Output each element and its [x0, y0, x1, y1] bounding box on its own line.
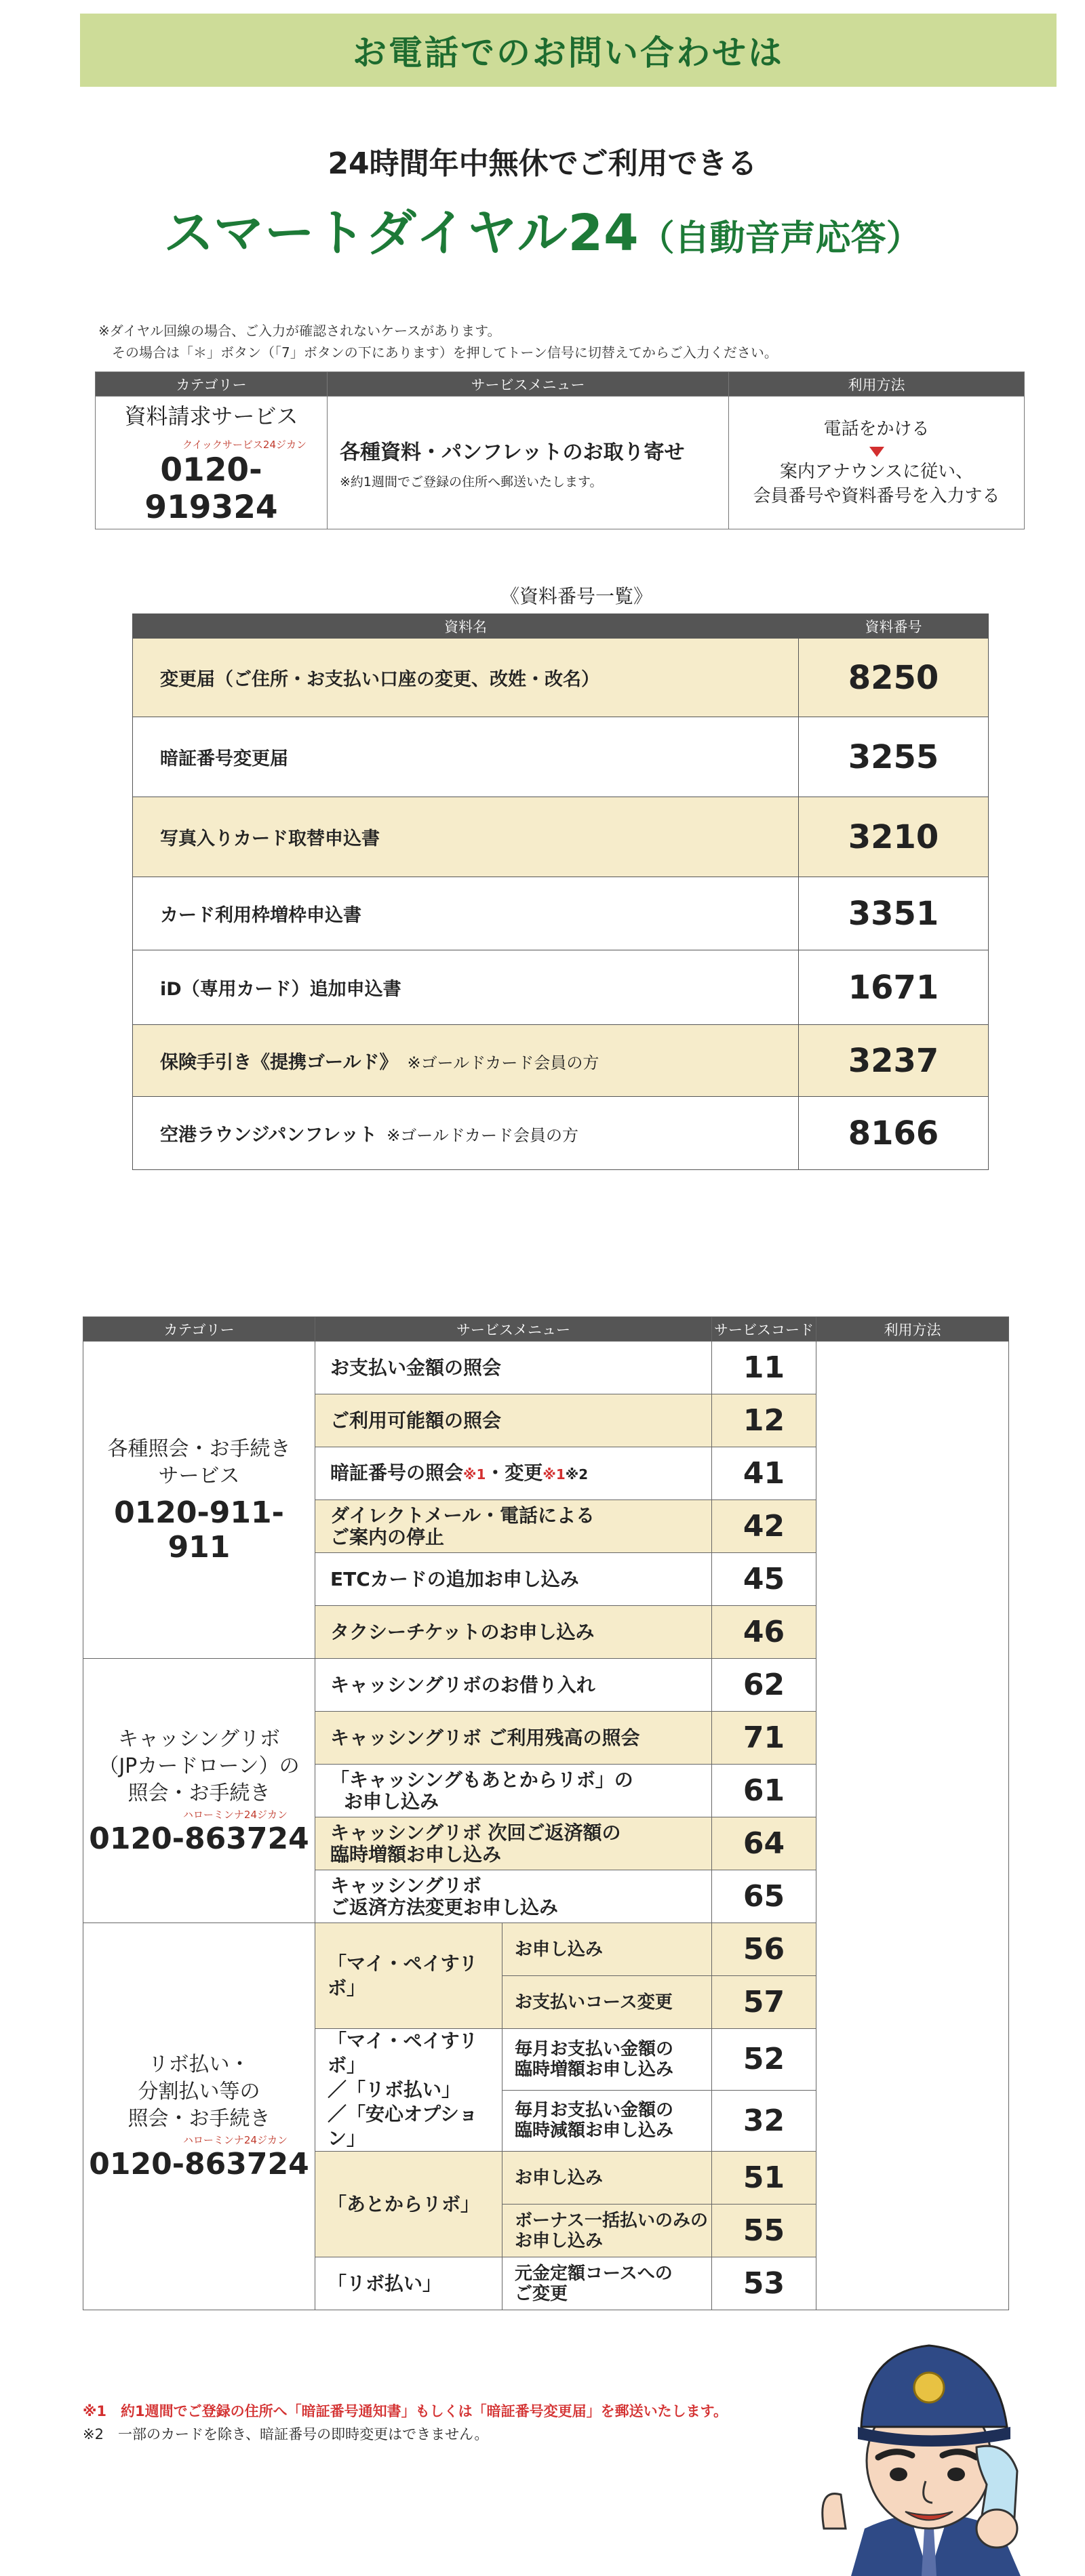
service-item: ダイレクトメール・電話による ご案内の停止 — [315, 1500, 712, 1553]
service-item: 元金定額コースへの ご変更 — [502, 2257, 712, 2310]
doc-name: 保険手引き《提携ゴールド》 ※ゴールドカード会員の方 — [133, 1025, 799, 1097]
phone-number[interactable]: 0120-919324 — [144, 451, 278, 526]
usage-cell — [729, 397, 1025, 529]
service-code: 53 — [712, 2257, 816, 2310]
service-code: 51 — [712, 2152, 816, 2205]
service-code: 11 — [712, 1342, 816, 1394]
category-cell — [96, 397, 328, 529]
header-usage: 利用方法 — [729, 372, 1025, 397]
service-code: 57 — [712, 1976, 816, 2029]
table-row — [133, 950, 989, 1025]
header-category: カテゴリー — [83, 1317, 315, 1342]
service-code: 41 — [712, 1447, 816, 1500]
service-item: ETCカードの追加お申し込み — [315, 1553, 712, 1606]
service-code: 56 — [712, 1923, 816, 1976]
footnote-1: ※1 約1週間でご登録の住所へ「暗証番号通知書」もしくは「暗証番号変更届」を郵送いたします。 — [83, 2403, 728, 2419]
menu-note: ※約1週間でご登録の住所へ郵送いたします。 — [340, 475, 603, 489]
doc-number: 3210 — [799, 797, 989, 877]
doc-number: 8166 — [799, 1097, 989, 1170]
service-item: お申し込み — [502, 2152, 712, 2205]
doc-name: 変更届（ご住所・お支払い口座の変更、改姓・改名） — [133, 639, 799, 717]
table-row — [83, 1342, 1009, 1394]
group1-phone[interactable]: 0120-911-911 — [114, 1495, 284, 1565]
banner-title: お電話でのお問い合わせは — [353, 33, 784, 73]
service-item: お支払い金額の照会 — [315, 1342, 712, 1394]
service-item: 毎月お支払い金額の 臨時減額お申し込み — [502, 2090, 712, 2152]
footnotes — [83, 2400, 728, 2446]
service-item: タクシーチケットのお申し込み — [315, 1606, 712, 1659]
note-line-1: ※ダイヤル回線の場合、ご入力が確認されないケースがあります。 — [98, 323, 501, 339]
service-item: ご利用可能額の照会 — [315, 1394, 712, 1447]
group2-category: キャッシングリボ （JPカードローン）の 照会・お手続き ハローミンナ24ジカン 0120-863724 — [83, 1659, 315, 1923]
doc-name: 暗証番号変更届 — [133, 717, 799, 797]
table-row — [133, 717, 989, 797]
sub-group-name: 「リボ払い」 — [315, 2257, 502, 2310]
service-code: 45 — [712, 1553, 816, 1606]
service-code: 52 — [712, 2029, 816, 2091]
group1-category: 各種照会・お手続き サービス 0120-911-911 — [83, 1342, 315, 1659]
police-officer-phone-illustration — [804, 2325, 1054, 2576]
document-list-title: 《資料番号一覧》 — [500, 585, 652, 607]
usage-column — [816, 1342, 1009, 2310]
group3-phone[interactable]: 0120-863724 — [89, 2147, 309, 2181]
doc-name: カード利用枠増枠申込書 — [133, 877, 799, 950]
table-row — [133, 639, 989, 717]
header-doc-number: 資料番号 — [799, 614, 989, 639]
group3-category: リボ払い・ 分割払い等の 照会・お手続き ハローミンナ24ジカン 0120-863724 — [83, 1923, 315, 2310]
sub-group-name: 「マイ・ペイすリボ」 ／「リボ払い」 ／「安心オプション」 — [315, 2029, 502, 2152]
service-item: キャッシングリボ ご利用残高の照会 — [315, 1712, 712, 1765]
doc-note: ※ゴールドカード会員の方 — [387, 1126, 579, 1145]
doc-number: 8250 — [799, 639, 989, 717]
service-code: 32 — [712, 2090, 816, 2152]
service-item: お支払いコース変更 — [502, 1976, 712, 2029]
doc-number: 3237 — [799, 1025, 989, 1097]
service-code-table — [83, 1316, 1009, 2310]
usage-step-1: 電話をかける — [823, 419, 930, 439]
sub-group-name: 「マイ・ペイすリボ」 — [315, 1923, 502, 2029]
service-item: お申し込み — [502, 1923, 712, 1976]
arrow-down-icon — [869, 447, 884, 457]
header-menu: サービスメニュー — [328, 372, 729, 397]
dial-notes — [98, 320, 778, 363]
service-item: キャッシングリボ ご返済方法変更お申し込み — [315, 1870, 712, 1923]
service-code: 55 — [712, 2205, 816, 2257]
document-number-table — [132, 613, 989, 1170]
intro-title — [0, 193, 1085, 265]
service-code: 12 — [712, 1394, 816, 1447]
note-line-2: その場合は「＊」ボタン（「7」ボタンの下にあります）を押してトーン信号に切替えてからご入力ください。 — [112, 344, 778, 361]
doc-name: 空港ラウンジパンフレット ※ゴールドカード会員の方 — [133, 1097, 799, 1170]
table-row — [133, 1025, 989, 1097]
menu-cell — [328, 397, 729, 529]
service-item: キャッシングリボのお借り入れ — [315, 1659, 712, 1712]
service-item: 「キャッシングもあとからリボ」の お申し込み — [315, 1765, 712, 1817]
category-name: 資料請求サービス — [124, 403, 298, 429]
header-doc-name: 資料名 — [133, 614, 799, 639]
document-request-table — [95, 371, 1025, 529]
usage-step-3: 会員番号や資料番号を入力する — [753, 486, 1000, 506]
service-code: 65 — [712, 1870, 816, 1923]
table-row — [133, 877, 989, 950]
title-main: スマートダイヤル24 — [163, 204, 639, 262]
service-code: 46 — [712, 1606, 816, 1659]
menu-main: 各種資料・パンフレットのお取り寄せ — [340, 441, 685, 464]
header-code: サービスコード — [712, 1317, 816, 1342]
group2-phone[interactable]: 0120-863724 — [89, 1821, 309, 1856]
title-paren: （自動音声応答） — [639, 218, 922, 259]
footnote-2: ※2 一部のカードを除き、暗証番号の即時変更はできません。 — [83, 2426, 489, 2442]
service-code: 62 — [712, 1659, 816, 1712]
category-small: クイックサービス24ジカン — [182, 439, 307, 451]
header-category: カテゴリー — [96, 372, 328, 397]
table-row — [133, 797, 989, 877]
doc-note: ※ゴールドカード会員の方 — [407, 1053, 599, 1072]
table-row — [133, 1097, 989, 1170]
service-item: 暗証番号の照会※1・変更※1※2 — [315, 1447, 712, 1500]
header-menu: サービスメニュー — [315, 1317, 712, 1342]
usage-step-2: 案内アナウンスに従い、 — [779, 462, 974, 482]
service-item: 毎月お支払い金額の 臨時増額お申し込み — [502, 2029, 712, 2091]
service-code: 61 — [712, 1765, 816, 1817]
service-code: 42 — [712, 1500, 816, 1553]
doc-number: 1671 — [799, 950, 989, 1025]
service-item: ボーナス一括払いのみの お申し込み — [502, 2205, 712, 2257]
header-banner — [80, 14, 1057, 87]
intro-subtitle: 24時間年中無休でご利用できる — [328, 146, 757, 181]
doc-name: iD（専用カード）追加申込書 — [133, 950, 799, 1025]
doc-number: 3255 — [799, 717, 989, 797]
service-code: 71 — [712, 1712, 816, 1765]
doc-name: 写真入りカード取替申込書 — [133, 797, 799, 877]
doc-number: 3351 — [799, 877, 989, 950]
service-item: キャッシングリボ 次回ご返済額の 臨時増額お申し込み — [315, 1817, 712, 1870]
header-usage: 利用方法 — [816, 1317, 1009, 1342]
sub-group-name: 「あとからリボ」 — [315, 2152, 502, 2257]
service-code: 64 — [712, 1817, 816, 1870]
